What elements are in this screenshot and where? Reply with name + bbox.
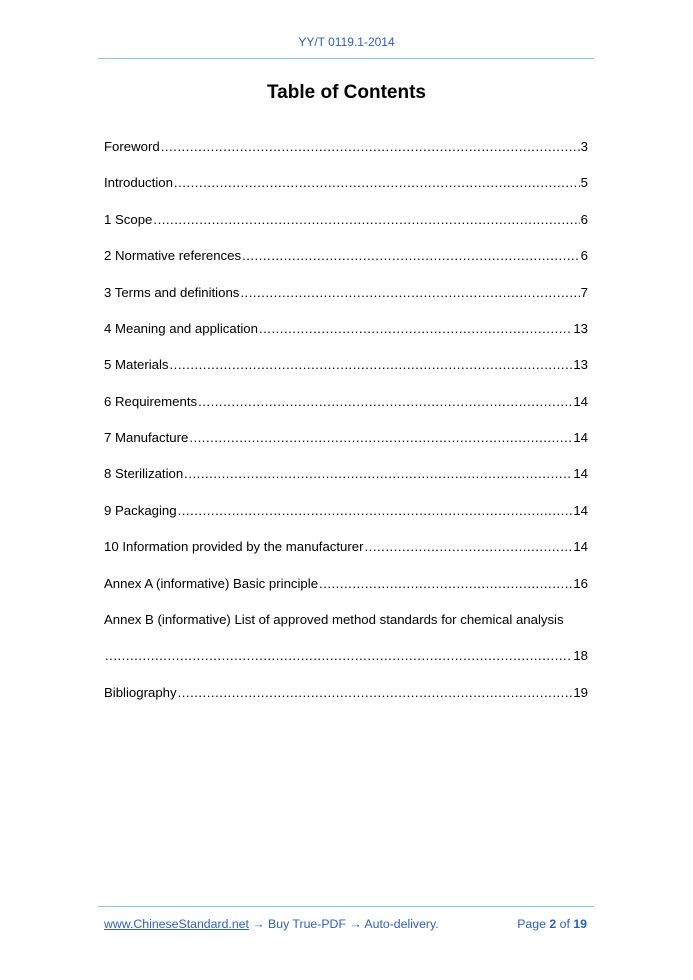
- website-link[interactable]: www.ChineseStandard.net: [104, 917, 249, 931]
- toc-entry-annex-b-line1[interactable]: [104, 601, 588, 637]
- dot-leader: [198, 394, 572, 409]
- toc-entry-label: Introduction: [104, 174, 173, 190]
- toc-entry-label: Bibliography: [104, 684, 177, 700]
- dot-leader: [259, 321, 572, 336]
- page-word: Page: [517, 917, 546, 931]
- toc-entry-terms-and-definitions[interactable]: [104, 274, 588, 310]
- toc-entry-information-provided[interactable]: [104, 528, 588, 564]
- dot-leader: [178, 685, 573, 700]
- toc-entry-label: Annex B (informative) List of approved method standards for chemical analysis: [104, 611, 564, 627]
- toc-entry-label: 2 Normative references: [104, 247, 242, 263]
- of-word: of: [559, 917, 570, 931]
- header-divider: [98, 58, 594, 59]
- dot-leader: [242, 248, 580, 263]
- toc-entry-label: 8 Sterilization: [104, 465, 184, 481]
- footer-divider: [98, 906, 594, 907]
- toc-entry-page: 14: [573, 393, 588, 409]
- page-title: Table of Contents: [266, 82, 427, 103]
- dot-leader: [365, 539, 573, 554]
- toc-entry-page: 14: [573, 465, 588, 481]
- toc-entry-page: 14: [573, 538, 588, 554]
- toc-entry-normative-references[interactable]: [104, 237, 588, 273]
- toc-entry-label: 1 Scope: [104, 211, 153, 227]
- toc-entry-label: 4 Meaning and application: [104, 320, 258, 336]
- toc-entry-page: 19: [573, 684, 588, 700]
- toc-entry-page: 13: [573, 320, 588, 336]
- toc-entry-sterilization[interactable]: [104, 455, 588, 491]
- toc-entry-page: 13: [573, 356, 588, 372]
- toc-entry-annex-a[interactable]: [104, 565, 588, 601]
- toc-entry-page: 3: [580, 138, 588, 154]
- toc-entry-materials[interactable]: [104, 346, 588, 382]
- toc-entry-scope[interactable]: [104, 201, 588, 237]
- toc-entry-page: 7: [580, 284, 588, 300]
- toc-entry-introduction[interactable]: [104, 164, 588, 200]
- toc-entry-annex-b-line2[interactable]: [104, 637, 588, 673]
- dot-leader: [240, 285, 579, 300]
- toc-entry-packaging[interactable]: [104, 492, 588, 528]
- toc-entry-label: 3 Terms and definitions: [104, 284, 240, 300]
- running-header: YY/T 0119.1-2014: [298, 35, 395, 49]
- toc-entry-page: 5: [580, 174, 588, 190]
- dot-leader: [161, 139, 580, 154]
- dot-leader: [105, 648, 572, 663]
- toc-entry-page: 6: [580, 211, 588, 227]
- dot-leader: [184, 466, 572, 481]
- toc-entry-label: 9 Packaging: [104, 502, 177, 518]
- toc-entry-bibliography[interactable]: [104, 674, 588, 710]
- toc-entry-page: 18: [573, 647, 588, 663]
- toc-entry-meaning-and-application[interactable]: [104, 310, 588, 346]
- toc-entry-page: 14: [573, 429, 588, 445]
- toc-entry-label: 6 Requirements: [104, 393, 198, 409]
- dot-leader: [189, 430, 572, 445]
- dot-leader: [153, 212, 579, 227]
- footer-promo-text: → Buy True-PDF → Auto-delivery.: [248, 917, 439, 931]
- footer-promo: [104, 917, 439, 931]
- toc-entry-label: 10 Information provided by the manufacturer: [104, 538, 364, 554]
- toc-entry-label: 7 Manufacture: [104, 429, 189, 445]
- dot-leader: [170, 357, 573, 372]
- total-page-number: 19: [573, 917, 587, 931]
- toc-entry-requirements[interactable]: [104, 383, 588, 419]
- toc-entry-label: Foreword: [104, 138, 160, 154]
- current-page-number: 2: [549, 917, 557, 931]
- dot-leader: [174, 175, 580, 190]
- page-counter: [517, 917, 587, 931]
- toc-entry-foreword[interactable]: [104, 128, 588, 164]
- toc-entry-label: Annex A (informative) Basic principle: [104, 575, 319, 591]
- toc-entry-page: 16: [573, 575, 588, 591]
- dot-leader: [178, 503, 573, 518]
- dot-leader: [319, 576, 572, 591]
- toc-entry-manufacture[interactable]: [104, 419, 588, 455]
- toc-entry-page: 14: [573, 502, 588, 518]
- toc-entry-page: 6: [580, 247, 588, 263]
- toc-entry-label: 5 Materials: [104, 356, 169, 372]
